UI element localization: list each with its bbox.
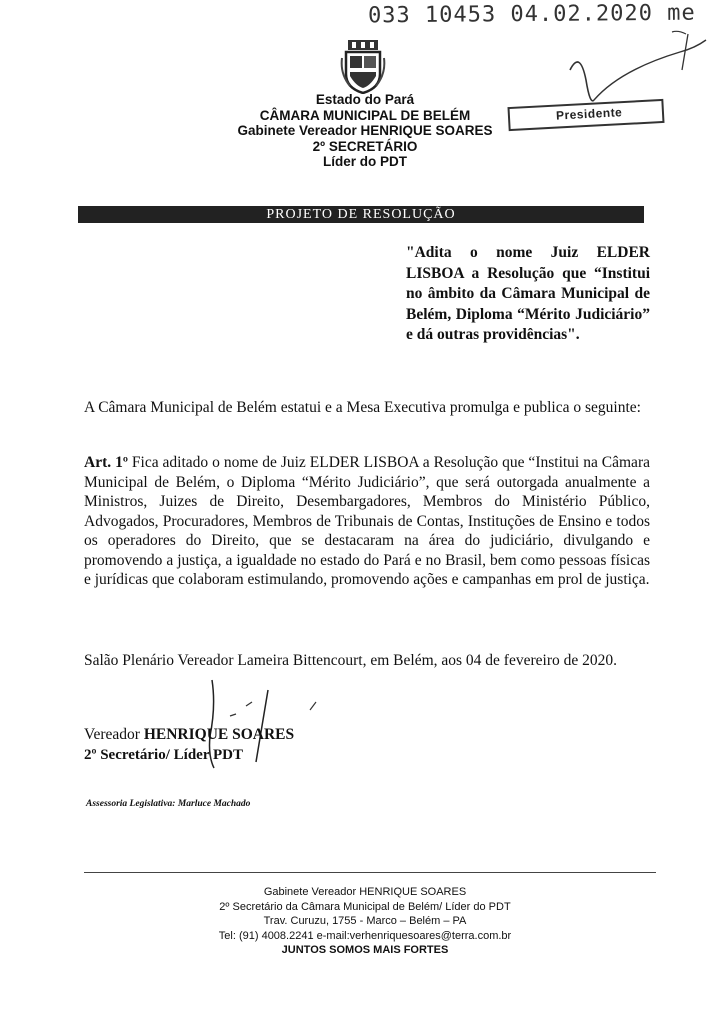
signatory-name (84, 725, 294, 745)
article-label: Art. 1º (84, 454, 128, 471)
header-chamber: CÂMARA MUNICIPAL DE BELÉM (259, 107, 471, 123)
signatory-prefix: Vereador (84, 726, 144, 743)
president-stamp-label: Presidente (555, 105, 623, 123)
article-1 (84, 453, 650, 590)
signatory-surname: HENRIQUE SOARES (143, 726, 295, 743)
header-party-leader: Líder do PDT (323, 154, 407, 169)
legislative-assistant: Assessoria Legislativa: Marluce Machado (86, 799, 251, 809)
protocol-number: 033 10453 04.02.2020 (367, 0, 654, 29)
letterhead (200, 92, 530, 170)
protocol-stamp (368, 1, 696, 29)
header-office: Gabinete Vereador HENRIQUE SOARES (237, 123, 493, 138)
document-type-banner: PROJETO DE RESOLUÇÃO (78, 206, 644, 223)
closing-statement: Salão Plenário Vereador Lameira Bittencourt, em Belém, aos 04 de fevereiro de 2020. (84, 652, 617, 669)
footer-divider (84, 872, 656, 873)
header-state: Estado do Pará (315, 92, 415, 107)
protocol-initials: me (667, 0, 696, 26)
coat-of-arms-emblem (340, 38, 386, 94)
preamble: A Câmara Municipal de Belém estatui e a Mesa Executiva promulga e publica o seguinte: (84, 399, 641, 416)
footer-address: Trav. Curuzu, 1755 - Marco – Belém – PA (263, 915, 467, 927)
footer-office: Gabinete Vereador HENRIQUE SOARES (263, 886, 467, 898)
header-position: 2º SECRETÁRIO (312, 138, 418, 154)
signatory-role: 2º Secretário/ Líder PDT (84, 747, 243, 763)
article-text: Fica aditado o nome de Juiz ELDER LISBOA a Resolução que “Institui na Câmara Municipal de Belém, o Diploma “Mérito Judiciário”, que será outorgada anualmente a Ministros, Juizes de Direito, Desembargadores, Membros do Ministério Público, Advogados, Procuradores, Membros de Tribunais de Contas, Instituções de Ensino e todos os operadores do Direito, que se destacaram na área do judiciário, divulgando e promovendo a justiça, a igualdade no estado do Pará e no Brasil, bem como pessoas físicas e jurídicas que colaboram estimulando, promovendo ações e campanhas em prol de justiça. (84, 454, 650, 588)
footer-contact: Tel: (91) 4008.2241 e-mail:verhenriquesoares@terra.com.br (218, 929, 512, 942)
footer (190, 885, 540, 958)
footer-position: 2º Secretário da Câmara Municipal de Belém/ Líder do PDT (219, 900, 511, 913)
footer-motto: JUNTOS SOMOS MAIS FORTES (281, 944, 449, 956)
ementa: "Adita o nome Juiz ELDER LISBOA a Resolução que “Institui no âmbito da Câmara Municipal de Belém, Diploma “Mérito Judiciário” e dá outras providências". (406, 244, 650, 343)
